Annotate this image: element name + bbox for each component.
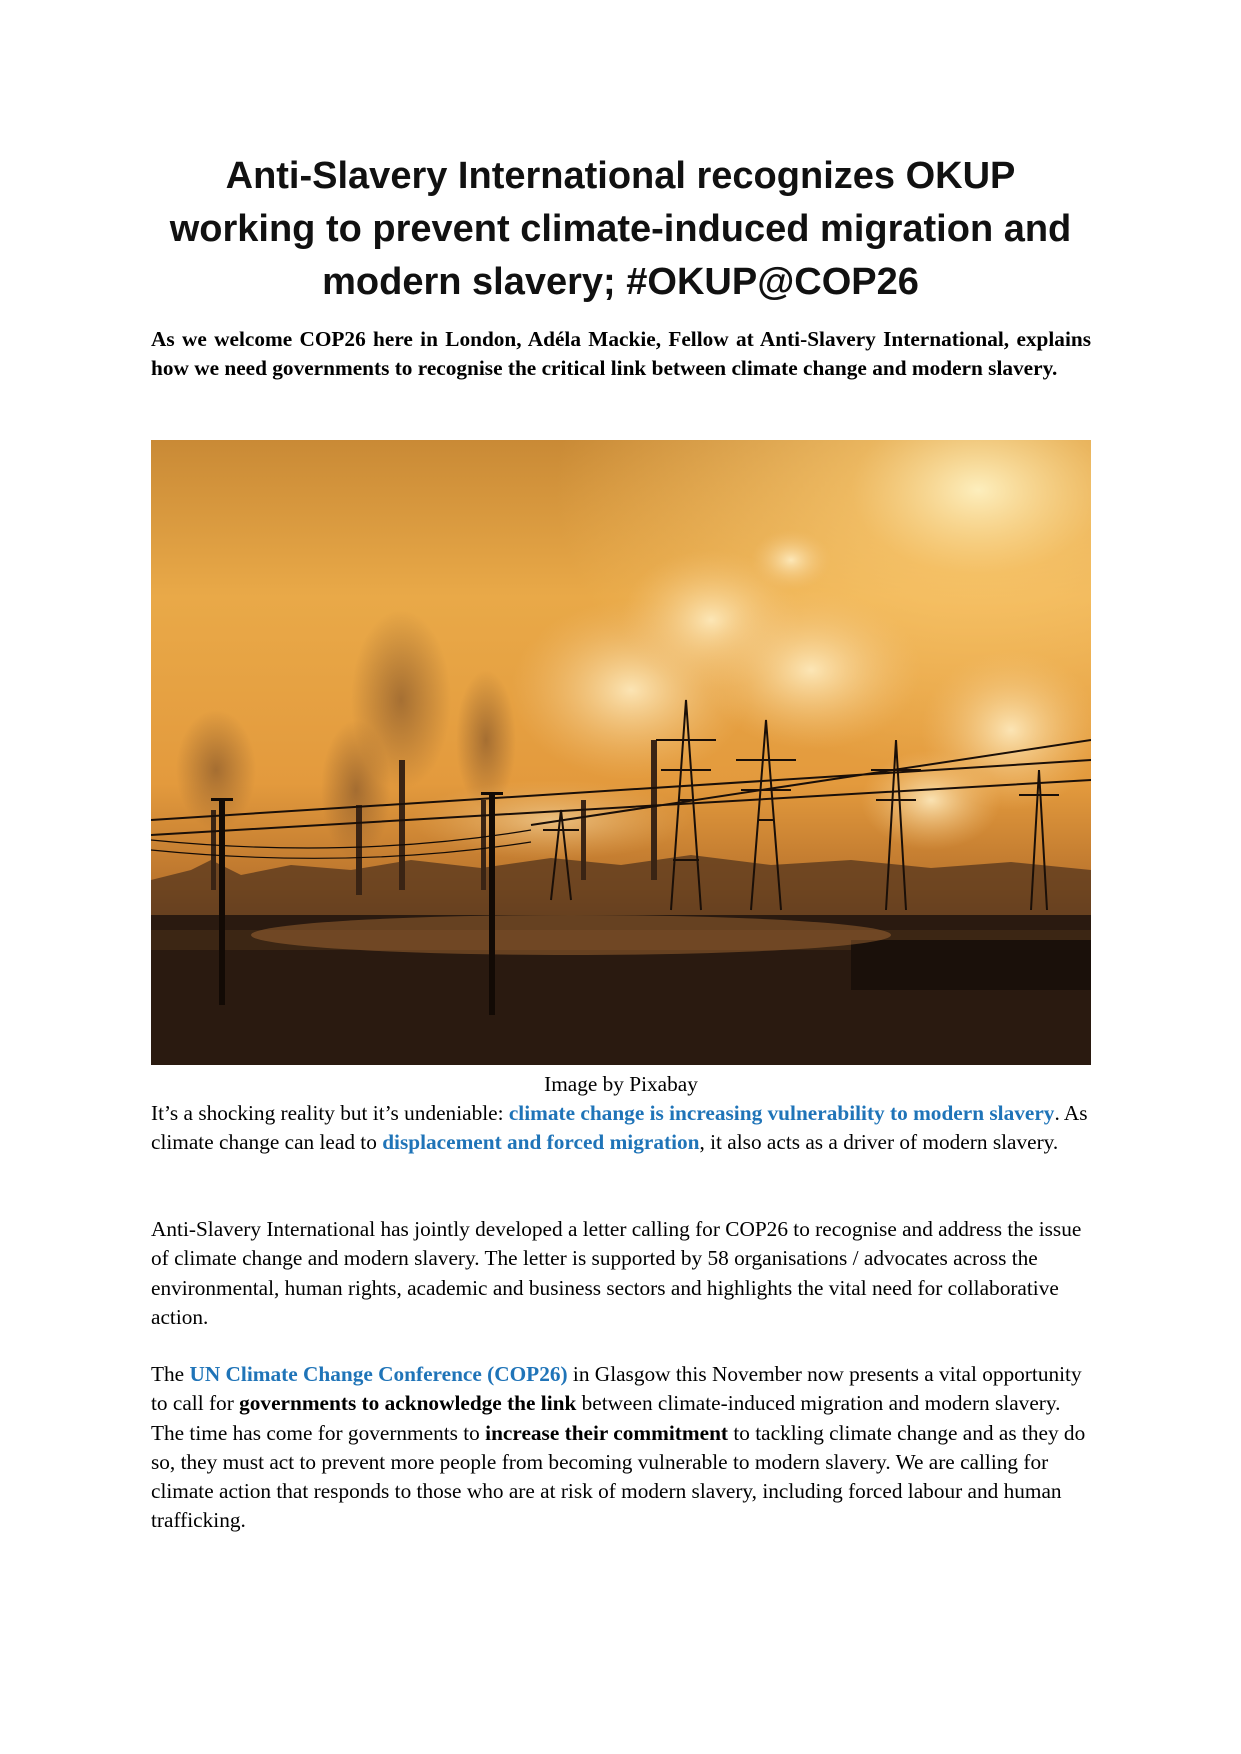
link-climate-vulnerability[interactable]: climate change is increasing vulnerability to modern slavery [508,1101,1055,1125]
paragraph-letter: Anti-Slavery International has jointly developed a letter calling for COP26 to recognise and address the issue of climate change and modern slavery. The letter is supported by 58 organisations / advocates across the environmental, human rights, academic and business sectors and highlights the vital need for collaborative action. [151,1217,1082,1329]
paragraph-text: . As climate change can lead to [151,1101,1088,1155]
paragraph-text: , it also acts as a driver of modern slavery. [699,1130,1059,1155]
article-lead: As we welcome COP26 here in London, Adéla Mackie, Fellow at Anti-Slavery International, explains how we need governments to recognise the critical link between climate change and modern slavery. [151,327,1091,380]
link-un-climate-conference[interactable]: UN Climate Change Conference (COP26) [189,1362,568,1386]
emphasis-acknowledge-link: governments to acknowledge the link [239,1391,577,1416]
article-image [151,440,1091,1065]
industrial-sunset-photo [151,440,1091,1065]
article-title: Anti-Slavery International recognizes OKUP working to prevent climate-induced migration and modern slavery; #OKUP@COP26 [169,155,1072,303]
paragraph-text: It’s a shocking reality but it’s undeniable: [151,1101,509,1125]
paragraph-intro [151,1099,1091,1158]
paragraph-text: in Glasgow this November now presents a vital opportunity to call for [151,1362,1082,1416]
paragraph-text: to tackling climate change and as they do so, they must act to prevent more people from becoming vulnerable to modern slavery. We are calling for climate action that responds to those who are at risk of modern slavery, including forced labour and human trafficking. [151,1420,1086,1533]
paragraph-text: between climate-induced migration and modern slavery. The time has come for governments to [151,1391,1061,1445]
emphasis-increase-commitment: increase their commitment [485,1420,729,1445]
paragraph-text: The [151,1362,190,1386]
image-caption: Image by Pixabay [544,1072,698,1096]
link-displacement-migration[interactable]: displacement and forced migration [382,1130,700,1155]
paragraph-cop26 [151,1360,1091,1536]
